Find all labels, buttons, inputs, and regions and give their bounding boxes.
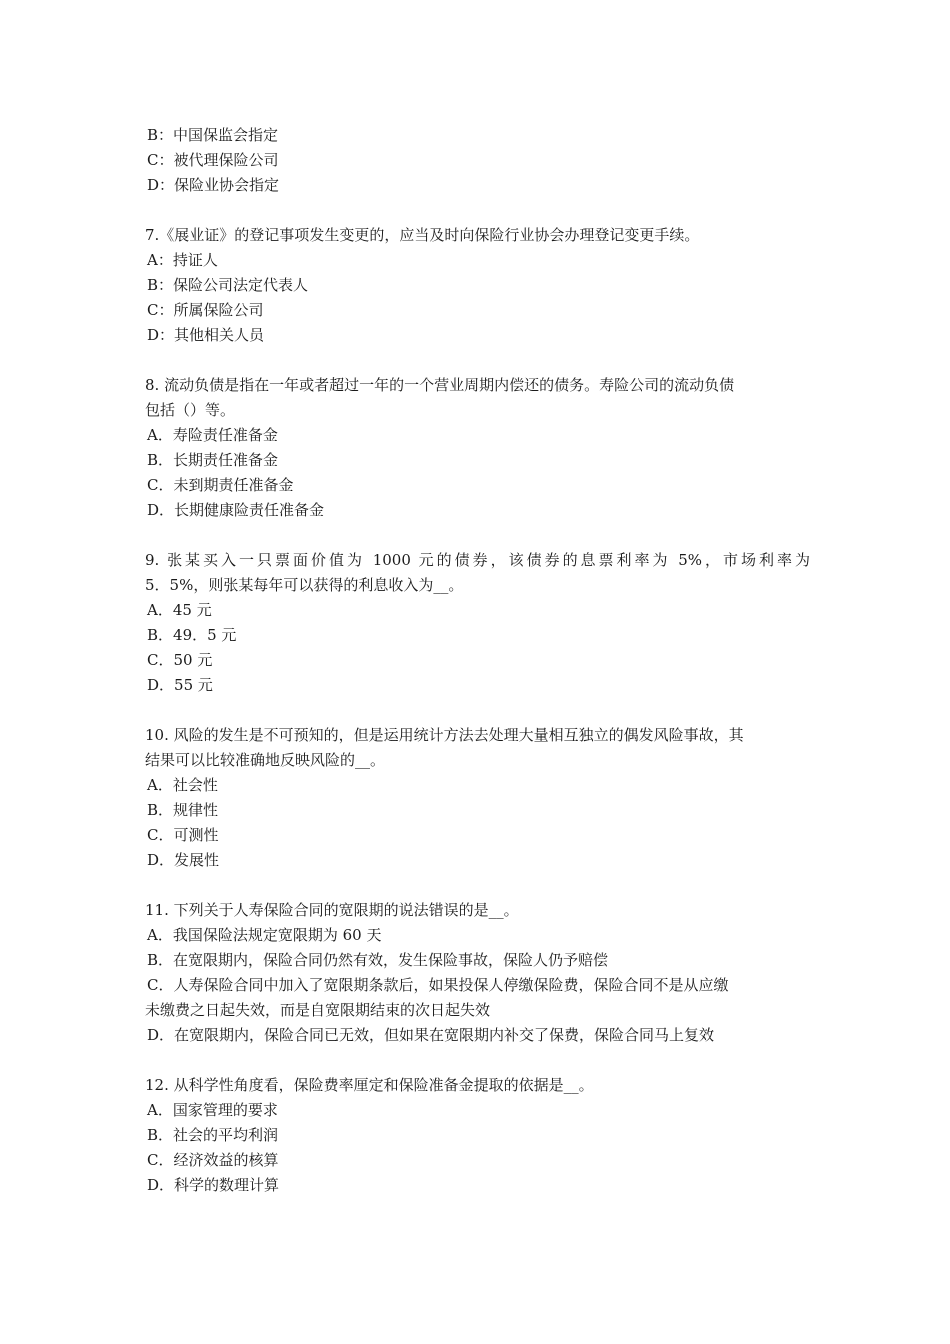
- option-d: D．长期健康险责任准备金: [147, 501, 325, 519]
- option-c: C．人寿保险合同中加入了宽限期条款后，如果投保人停缴保险费，保险合同不是从应缴: [147, 976, 729, 994]
- question-block-11: [145, 898, 810, 1048]
- question-stem: 9. 张某买入一只票面价值为 1000 元的债券，该债券的息票利率为 5%，市场利率为: [145, 551, 810, 569]
- question-stem: 8. 流动负债是指在一年或者超过一年的一个营业周期内偿还的债务。寿险公司的流动负债: [145, 376, 735, 394]
- option-c: C．50 元: [147, 651, 213, 669]
- question-stem: 10. 风险的发生是不可预知的，但是运用统计方法去处理大量相互独立的偶发风险事故，其: [145, 726, 744, 744]
- question-stem-cont: 结果可以比较准确地反映风险的__。: [145, 751, 386, 769]
- question-stem-cont: 包括（）等。: [145, 401, 236, 419]
- option-b: B．在宽限期内，保险合同仍然有效，发生保险事故，保险人仍予赔偿: [147, 951, 609, 969]
- option-d: D：其他相关人员: [147, 326, 265, 344]
- option-c: C：所属保险公司: [147, 301, 264, 319]
- option-c: C．可测性: [147, 826, 219, 844]
- option-a: A．45 元: [147, 601, 212, 619]
- option-b: B：中国保监会指定: [147, 126, 279, 144]
- option-b: B：保险公司法定代表人: [147, 276, 309, 294]
- option-a: A．社会性: [147, 776, 218, 794]
- document-page: [145, 123, 810, 1198]
- question-block-9: [145, 548, 810, 698]
- option-b: B．社会的平均利润: [147, 1126, 279, 1144]
- option-a: A．寿险责任准备金: [147, 426, 278, 444]
- question-block-12: [145, 1073, 810, 1198]
- option-c: C．经济效益的核算: [147, 1151, 279, 1169]
- question-block-7: [145, 223, 810, 348]
- question-stem: 12. 从科学性角度看，保险费率厘定和保险准备金提取的依据是__。: [145, 1076, 594, 1094]
- question-stem-cont: 5．5%，则张某每年可以获得的利息收入为__。: [145, 576, 464, 594]
- option-a: A．我国保险法规定宽限期为 60 天: [147, 926, 382, 944]
- option-b: B．49．5 元: [147, 626, 237, 644]
- option-d: D．科学的数理计算: [147, 1176, 280, 1194]
- option-c: C．未到期责任准备金: [147, 476, 294, 494]
- option-c: C：被代理保险公司: [147, 151, 279, 169]
- question-stem: 7.《展业证》的登记事项发生变更的，应当及时向保险行业协会办理登记变更手续。: [145, 226, 700, 244]
- question-block-6: [145, 123, 810, 198]
- question-block-8: [145, 373, 810, 523]
- option-d: D．55 元: [147, 676, 213, 694]
- option-d: D．在宽限期内，保险合同已无效，但如果在宽限期内补交了保费，保险合同马上复效: [147, 1026, 715, 1044]
- option-c-cont: 未缴费之日起失效，而是自宽限期结束的次日起失效: [145, 1001, 491, 1019]
- question-stem: 11. 下列关于人寿保险合同的宽限期的说法错误的是__。: [145, 901, 519, 919]
- option-d: D．发展性: [147, 851, 220, 869]
- option-a: A．国家管理的要求: [147, 1101, 278, 1119]
- option-b: B．规律性: [147, 801, 219, 819]
- option-a: A：持证人: [147, 251, 218, 269]
- option-d: D：保险业协会指定: [147, 176, 280, 194]
- question-block-10: [145, 723, 810, 873]
- option-b: B．长期责任准备金: [147, 451, 279, 469]
